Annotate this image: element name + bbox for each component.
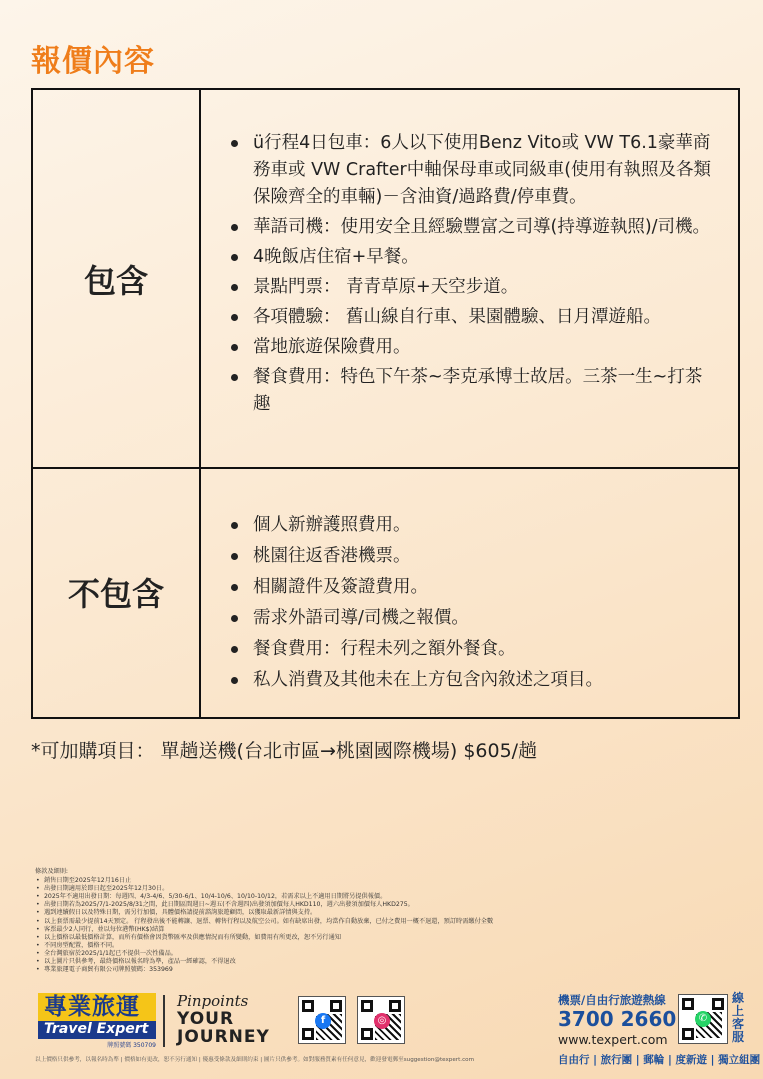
list-item-text: 相關證件及簽證費用。 [253, 577, 428, 597]
list-item [231, 244, 718, 271]
included-label: 包含 [33, 90, 201, 467]
list-item-text: 當地旅遊保險費用。 [253, 337, 411, 357]
logo-english: Travel Expert [38, 1021, 156, 1039]
list-item-text: 桃園往返香港機票。 [253, 546, 411, 566]
terms-item: • 以上價格以最低價格計算，而所有價格會因貨幣匯率及供應情況而有所變動，如費用有所更改，恕不另行通知 [35, 934, 675, 942]
bullet-icon [231, 224, 238, 231]
terms-item: • 遇到連續假日以及特殊日期，需另行加價，具體價格請提前諮詢旅遊顧問，以獲取最新詳情與支持。 [35, 909, 675, 917]
list-item [231, 274, 718, 301]
included-list [231, 130, 718, 421]
slogan [177, 992, 270, 1046]
online-service-label[interactable]: 線上客服 [731, 991, 744, 1044]
list-item [231, 214, 718, 241]
bullet-icon [231, 584, 238, 591]
list-item-text: 餐食費用：特色下午茶~李克承博士故居。三茶一生~打茶趣 [253, 367, 703, 414]
list-item-text: 各項體驗： 舊山線自行車、果園體驗、日月潭遊船。 [253, 307, 662, 327]
footer-disclaimer: 以上價格只供參考，以報名時為準 | 價格如有更改，恕不另行通知 | 優惠受條款及細則約束 | 圖片只供參考。如對服務質素有任何意見，歡迎發電郵至suggestion@texpert.com [35, 1057, 475, 1063]
terms-item: • 銷售日期至2025年12月16日止 [35, 877, 675, 885]
bullet-icon [231, 344, 238, 351]
product-categories: 自由行 | 旅行團 | 郵輪 | 度新遊 | 獨立組團 [558, 1054, 761, 1066]
addon-item: *可加購項目： 單趟送機(台北市區→桃園國際機場) $605/趟 [31, 740, 538, 762]
logo-divider [163, 995, 165, 1047]
list-item-text: 華語司機：使用安全且經驗豐富之司導(持導遊執照)/司機。 [253, 217, 711, 237]
included-content [201, 90, 738, 467]
list-item [231, 667, 718, 694]
bullet-icon [231, 374, 238, 381]
list-item [231, 334, 718, 361]
hotline-label: 機票/自由行旅遊熱線 [558, 993, 666, 1007]
slogan-line1: YOUR [177, 1009, 235, 1029]
logo-chinese: 專業旅運 [38, 993, 156, 1021]
bullet-icon [231, 284, 238, 291]
list-item-text: 個人新辦護照費用。 [253, 515, 411, 535]
list-item-text: 私人消費及其他未在上方包含內敘述之項目。 [253, 670, 603, 690]
bullet-icon [231, 553, 238, 560]
instagram-icon: ◎ [374, 1013, 390, 1029]
bullet-icon [231, 314, 238, 321]
terms-item: • 出發日期適用於即日起至2025年12月30日。 [35, 885, 675, 893]
instagram-qr-code[interactable] [357, 996, 405, 1044]
list-item [231, 574, 718, 601]
terms-item: • 2025年不適用出發日期：每週四、4/3-4/6、5/30-6/1、10/4-10/6、10/10-10/12，若需求以上不適用日期將另提供報價。 [35, 893, 675, 901]
terms-item: • 客票最少2人同行，並以每位港幣(HK$)結算 [35, 926, 675, 934]
page-title: 報價內容 [31, 44, 155, 79]
bullet-icon [231, 615, 238, 622]
bullet-icon [231, 522, 238, 529]
excluded-row [33, 467, 738, 717]
terms-item: • 全台灣旅宿於2025/1/1起已不提供一次性備品。 [35, 950, 675, 958]
facebook-qr-code[interactable] [298, 996, 346, 1044]
terms-section [35, 868, 675, 974]
quote-table [31, 88, 740, 719]
slogan-line2: JOURNEY [177, 1027, 270, 1047]
list-item [231, 130, 718, 211]
bullet-icon [231, 254, 238, 261]
logo-license: 牌照號碼 350709 [107, 1042, 156, 1049]
list-item [231, 543, 718, 570]
whatsapp-icon: ✆ [695, 1011, 711, 1027]
brand-logo [38, 993, 156, 1049]
bullet-icon [231, 677, 238, 684]
list-item [231, 605, 718, 632]
list-item-text: 景點門票： 青青草原+天空步道。 [253, 277, 519, 297]
excluded-content [201, 467, 738, 717]
list-item-text: 4晚飯店住宿+早餐。 [253, 247, 419, 267]
facebook-icon: f [315, 1013, 331, 1029]
slogan-script: Pinpoints [177, 992, 249, 1010]
list-item-text: 餐食費用：行程未列之額外餐食。 [253, 639, 516, 659]
list-item-text: 需求外語司導/司機之報價。 [253, 608, 469, 628]
list-item-text: ü行程4日包車：6人以下使用Benz Vito或 VW T6.1豪華商務車或 VW Crafter中軸保母車或同級車(使用有執照及各類保險齊全的車輛)－含油資/過路費/停車費。 [253, 133, 712, 207]
bullet-icon [231, 140, 238, 147]
hotline-phone[interactable]: 3700 2660 [558, 1007, 677, 1031]
terms-item: • 以上套票需最少提前14天預定。 行程發出後不能轉讓、退票、轉售行程以及航空公司。如有缺席出發，均當作自動放棄，已付之費用一概不退還，預訂時需繳付全數 [35, 918, 675, 926]
whatsapp-qr-code[interactable] [678, 994, 728, 1044]
excluded-list [231, 512, 718, 698]
bullet-icon [231, 646, 238, 653]
list-item [231, 512, 718, 539]
included-row [33, 90, 738, 469]
terms-item: • 專業旅運電子商貿有限公司牌照號碼：353969 [35, 966, 675, 974]
list-item [231, 636, 718, 663]
terms-item: • 不同房型配置，價格不同。 [35, 942, 675, 950]
list-item [231, 364, 718, 418]
terms-item: • 出發日期若為2025/7/1-2025/8/31之間，此日期區間週日~週五(不含週四)出發須加價每人HKD110，週六出發須加價每人HKD275。 [35, 901, 675, 909]
terms-list [35, 877, 675, 974]
terms-heading: 條款及細則: [35, 868, 69, 875]
list-item [231, 304, 718, 331]
terms-item: • 以上圖片只供參考，最終價格以報名時為準，產品一經確認，不得退改 [35, 958, 675, 966]
website-url[interactable]: www.texpert.com [558, 1032, 668, 1047]
excluded-label: 不包含 [33, 467, 201, 717]
